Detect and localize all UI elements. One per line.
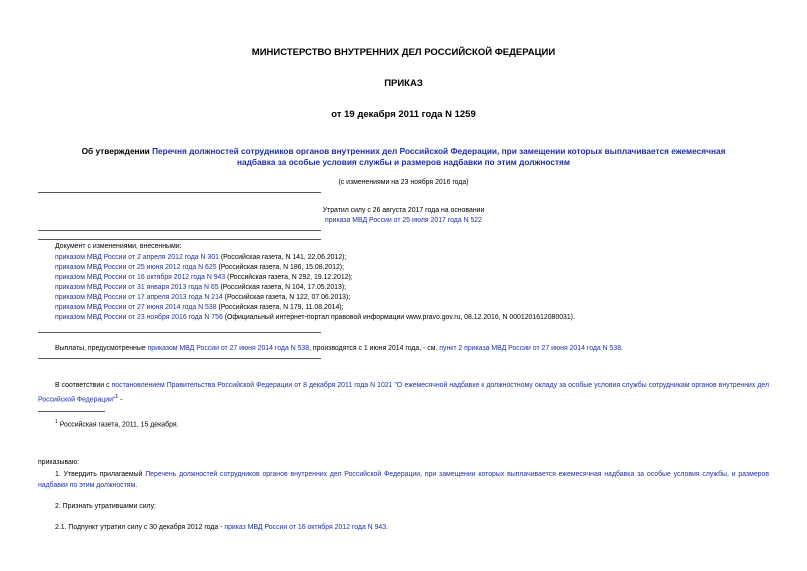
item-2-1-text: 2.1. Подпункт утратил силу с 30 декабря 2012 года - xyxy=(55,524,225,531)
amendment-link[interactable]: приказом МВД России от 25 июня 2012 года N 625 xyxy=(55,264,217,271)
amendment-link[interactable]: приказом МВД России от 23 ноября 2016 года N 756 xyxy=(55,314,223,321)
list-item xyxy=(55,293,575,303)
ministry-heading: МИНИСТЕРСТВО ВНУТРЕННИХ ДЕЛ РОССИЙСКОЙ ФЕДЕРАЦИИ xyxy=(251,47,556,58)
footnote-mark: 1 xyxy=(55,419,58,425)
preamble-text: В соответствии с xyxy=(55,382,112,389)
item-2-1-text: . xyxy=(386,524,388,531)
payments-note xyxy=(55,344,623,354)
item-1-paragraph xyxy=(38,469,769,491)
amendment-source: (Российская газета, N 292, 19.12.2012); xyxy=(225,274,353,281)
divider xyxy=(38,230,321,231)
payments-text: Выплаты, предусмотренные xyxy=(55,345,148,352)
list-item xyxy=(55,273,575,283)
amendment-link[interactable]: приказом МВД России от 31 января 2013 года N 65 xyxy=(55,284,219,291)
amendment-link[interactable]: приказом МВД России от 17 апреля 2013 года N 214 xyxy=(55,294,223,301)
footnote-divider xyxy=(38,411,105,412)
divider xyxy=(38,239,321,240)
amendments-heading: Документ с изменениями, внесенными: xyxy=(55,243,182,250)
item-2: 2. Признать утратившими силу: xyxy=(55,503,156,510)
divider xyxy=(38,332,321,333)
list-item xyxy=(55,283,575,293)
amendment-source: (Российская газета, N 141, 22.06.2012); xyxy=(218,254,347,261)
payments-text: , производятся с 1 июня 2014 года, - см. xyxy=(309,345,440,352)
title-prefix: Об утверждении xyxy=(81,146,153,156)
doc-date-number: от 19 декабря 2011 года N 1259 xyxy=(331,109,476,120)
amendment-source: (Российская газета, N 104, 17.05.2013); xyxy=(218,284,347,291)
amendment-link[interactable]: приказом МВД России от 16 октября 2012 года N 943 xyxy=(55,274,226,281)
item-1-text: 1. Утвердить прилагаемый xyxy=(55,471,146,478)
amendment-source: (Официальный интернет-портал правовой информации www.pravo.gov.ru, 08.12.2016, N 0001201612080031). xyxy=(222,314,575,321)
preamble-text: - xyxy=(118,395,123,403)
payments-text: . xyxy=(621,345,623,352)
title-link[interactable]: Перечня должностей сотрудников органов внутренних дел Российской Федерации, при замещении которых выплачивается ежемесячная xyxy=(152,146,726,156)
divider xyxy=(38,192,321,193)
doc-title-line1 xyxy=(0,146,807,157)
list-item xyxy=(55,303,575,313)
lost-force-link-line xyxy=(0,216,807,226)
revision-note: (с изменениями на 23 ноября 2016 года) xyxy=(338,179,469,186)
amendment-source: (Российская газета, N 186, 15.08.2012); xyxy=(216,264,345,271)
doc-title-line2 xyxy=(0,157,807,168)
divider xyxy=(38,358,321,359)
footnote-text: Российская газета, 2011, 15 декабря. xyxy=(57,421,179,429)
preamble-paragraph xyxy=(38,381,769,405)
lost-force-line: Утратил силу с 26 августа 2017 года на основании xyxy=(322,207,485,214)
payments-link-item[interactable]: пункт 2 приказа МВД России от 27 июня 2014 года N 538 xyxy=(439,345,622,352)
footnote xyxy=(55,417,178,430)
lost-force-link[interactable]: приказа МВД России от 25 июля 2017 года N 522 xyxy=(325,217,482,224)
payments-link-order[interactable]: приказом МВД России от 27 июня 2014 года N 538 xyxy=(147,345,310,352)
amendment-source: (Российская газета, N 122, 07.06.2013); xyxy=(222,294,351,301)
footnote-ref[interactable]: 1 xyxy=(115,393,119,400)
list-item xyxy=(55,263,575,273)
preamble-link[interactable]: постановлением Правительства Российской Федерации от 8 декабря 2011 года N 1021 "О ежемесячной надбавке к должностному окладу за особые условия службы сотрудникам органов внутренних дел Российской Федерации" xyxy=(38,382,769,403)
amendment-link[interactable]: приказом МВД России от 27 июня 2014 года N 538 xyxy=(55,304,217,311)
amendment-link[interactable]: приказом МВД России от 2 апреля 2012 года N 301 xyxy=(55,254,219,261)
doc-type-heading: ПРИКАЗ xyxy=(384,78,423,89)
amendment-source: (Российская газета, N 179, 11.08.2014); xyxy=(216,304,344,311)
item-2-1 xyxy=(55,523,388,533)
title-link-cont[interactable]: надбавка за особые условия службы и размеров надбавки по этим должностям xyxy=(236,157,571,167)
order-word: приказываю: xyxy=(38,459,79,466)
amendments-list xyxy=(55,253,575,323)
item-1-link[interactable]: Перечень должностей сотрудников органов внутренних дел Российской Федерации, при замещении которых выплачивается ежемесячная надбавка за особые условия службы, и размеров надбавки по этим должностям xyxy=(38,471,769,489)
list-item xyxy=(55,253,575,263)
item-1-text: . xyxy=(135,482,138,489)
item-2-1-link[interactable]: приказ МВД России от 16 октября 2012 года N 943 xyxy=(224,524,387,531)
list-item xyxy=(55,313,575,323)
